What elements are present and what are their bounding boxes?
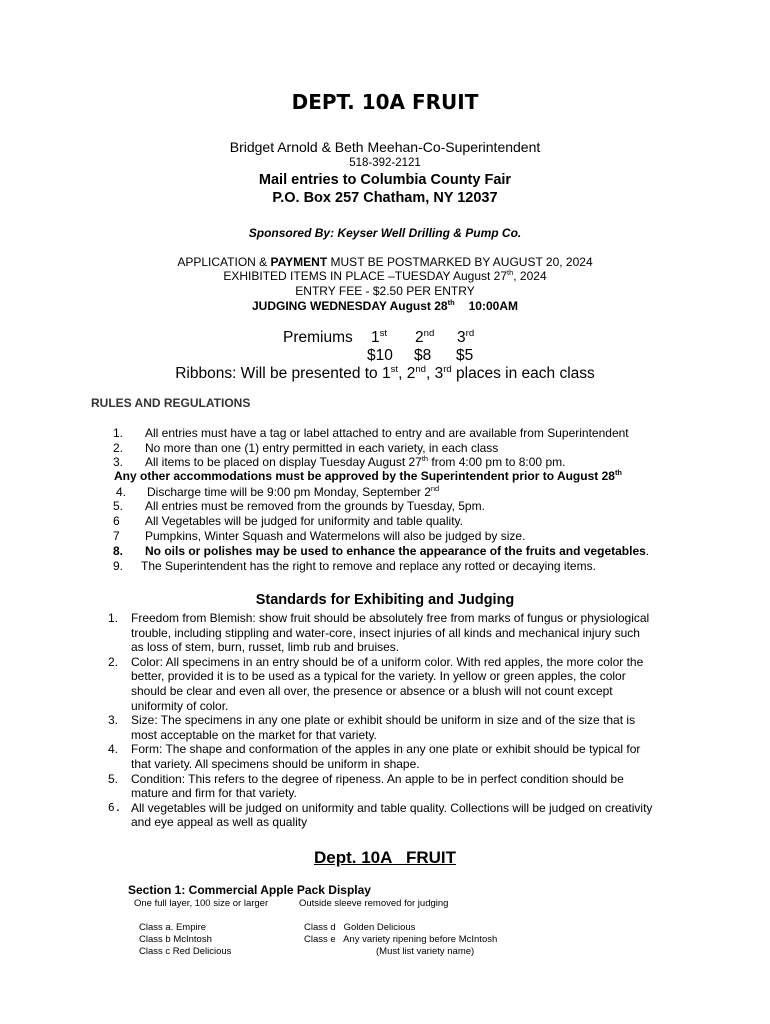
standard-number: 3. (108, 713, 119, 728)
exhibit-deadline (0, 269, 770, 283)
exhibit-sup: th (507, 268, 514, 277)
standard-number: 4. (108, 742, 119, 757)
standard-text-line: and eye appeal as well as quality (131, 815, 308, 830)
rule-text: All Vegetables will be judged for uniformity and table quality. (145, 514, 463, 528)
dept-heading: Dept. 10A FRUIT (314, 848, 456, 867)
rule-text: Pumpkins, Winter Squash and Watermelons will also be judged by size. (145, 529, 526, 543)
judging-sup: th (447, 298, 455, 307)
judging-date (0, 299, 770, 313)
standard-text-line: better, provided it is to be used as a typical for the variety. In yellow or green apples, the color (131, 669, 626, 684)
class-a: Class a. Empire (139, 922, 207, 933)
sponsor-line: Sponsored By: Keyser Well Drilling & Pump Co. (248, 226, 522, 240)
standard-text-line: uniformity of color. (131, 698, 229, 713)
rule-number: 1. (113, 426, 124, 440)
standard-text-line: Condition: This refers to the degree of ripeness. An apple to be in perfect condition should be (131, 771, 624, 786)
section-1-note-right: Outside sleeve removed for judging (299, 898, 449, 909)
standards-heading: Standards for Exhibiting and Judging (255, 592, 515, 608)
standard-number: 5. (108, 771, 119, 786)
standard-text-line: Freedom from Blemish: show fruit should be absolutely free from marks of fungus or physiological (131, 611, 650, 625)
premium-amount-1: $10 (367, 347, 393, 364)
standard-text-line: trouble, including stippling and water-core, insect injuries of all kinds and mechanical injury such (131, 625, 640, 640)
application-deadline (0, 255, 770, 269)
app-bold: PAYMENT (270, 255, 328, 269)
rule-text: No more than one (1) entry permitted in each variety, in each class (145, 441, 499, 455)
section-1-note-left: One full layer, 100 size or larger (134, 898, 269, 909)
standard-text-line: as loss of stem, burn, russet, limb rub and bruises. (131, 640, 400, 655)
class-e-note: (Must list variety name) (376, 946, 475, 957)
standard-text-line: Color: All specimens in an entry should be of a uniform color. With red apples, the more color the (131, 654, 644, 669)
rule-number: 6 (113, 514, 120, 528)
standard-text-line: should be clear and even all over, the presence or absence or a blush will not count except (131, 684, 613, 698)
rule-number: 3. (113, 455, 124, 469)
class-e: Class e Any variety ripening before McIntosh (304, 934, 498, 945)
premium-place-1: 1st (371, 327, 388, 346)
app-suffix: MUST BE POSTMARKED BY AUGUST 20, 2024 (327, 255, 593, 269)
standard-text-line: All vegetables will be judged on uniformity and table quality. Collections will be judged on creativity (131, 800, 653, 815)
premium-place-2: 2nd (415, 327, 435, 346)
rule-number: 4. (116, 485, 127, 499)
rules-heading: RULES AND REGULATIONS (91, 396, 251, 410)
phone-number: 518-392-2121 (349, 157, 421, 169)
exhibit-suffix: , 2024 (513, 269, 547, 283)
standard-text-line: most acceptable on the market for that variety. (131, 727, 377, 742)
premium-amount-2: $8 (414, 347, 432, 364)
rule-number: 8. (113, 544, 124, 558)
standard-number: 6. (108, 800, 122, 814)
judging-time: 10:00AM (468, 299, 518, 313)
standard-text-line: Form: The shape and conformation of the apples in any one plate or exhibit should be typical for (131, 742, 641, 757)
rule-text: Discharge time will be 9:00 pm Monday, September 2nd (147, 484, 440, 499)
rule-number: 5. (113, 499, 124, 513)
class-d: Class d Golden Delicious (304, 922, 416, 933)
app-prefix: APPLICATION & (177, 255, 271, 269)
rule-text: The Superintendent has the right to remove and replace any rotted or decaying items. (141, 559, 596, 573)
mail-line-1: Mail entries to Columbia County Fair (258, 172, 512, 188)
rule-number: 9. (113, 559, 124, 573)
rule-text: No oils or polishes may be used to enhance the appearance of the fruits and vegetables. (145, 544, 650, 558)
entry-fee: ENTRY FEE - $2.50 PER ENTRY (295, 284, 475, 298)
premium-place-3: 3rd (457, 327, 475, 346)
mail-line-2: P.O. Box 257 Chatham, NY 12037 (272, 190, 498, 206)
premium-amount-3: $5 (456, 347, 474, 364)
rule-number: 2. (113, 441, 124, 455)
standard-number: 1. (108, 611, 119, 625)
rule-text: All items to be placed on display Tuesday August 27th from 4:00 pm to 8:00 pm. (145, 454, 566, 469)
standard-text-line: that variety. All specimens should be uniform in shape. (131, 757, 420, 771)
premiums-label: Premiums (283, 329, 353, 346)
rule-text: All entries must be removed from the grounds by Tuesday, 5pm. (145, 499, 485, 513)
superintendents: Bridget Arnold & Beth Meehan-Co-Superintendent (229, 139, 541, 155)
judging-prefix: JUDGING WEDNESDAY August 28 (252, 299, 448, 313)
class-b: Class b McIntosh (139, 934, 212, 945)
rule-number: 7 (113, 529, 120, 543)
rule-text: All entries must have a tag or label attached to entry and are available from Superintendent (145, 426, 629, 440)
section-1-heading: Section 1: Commercial Apple Pack Display (128, 883, 371, 897)
standard-number: 2. (108, 654, 119, 669)
ribbons-line: Ribbons: Will be presented to 1st, 2nd, 3rd places in each class (175, 363, 595, 382)
exhibit-prefix: EXHIBITED ITEMS IN PLACE –TUESDAY August 27 (223, 269, 508, 283)
standard-text-line: mature and firm for that variety. (131, 786, 297, 801)
rule-note: Any other accommodations must be approved by the Superintendent prior to August 28th (114, 468, 622, 483)
standard-text-line: Size: The specimens in any one plate or exhibit should be uniform in size and of the size that is (131, 713, 636, 728)
page-title: DEPT. 10A FRUIT (291, 90, 479, 114)
class-c: Class c Red Delicious (139, 946, 232, 957)
